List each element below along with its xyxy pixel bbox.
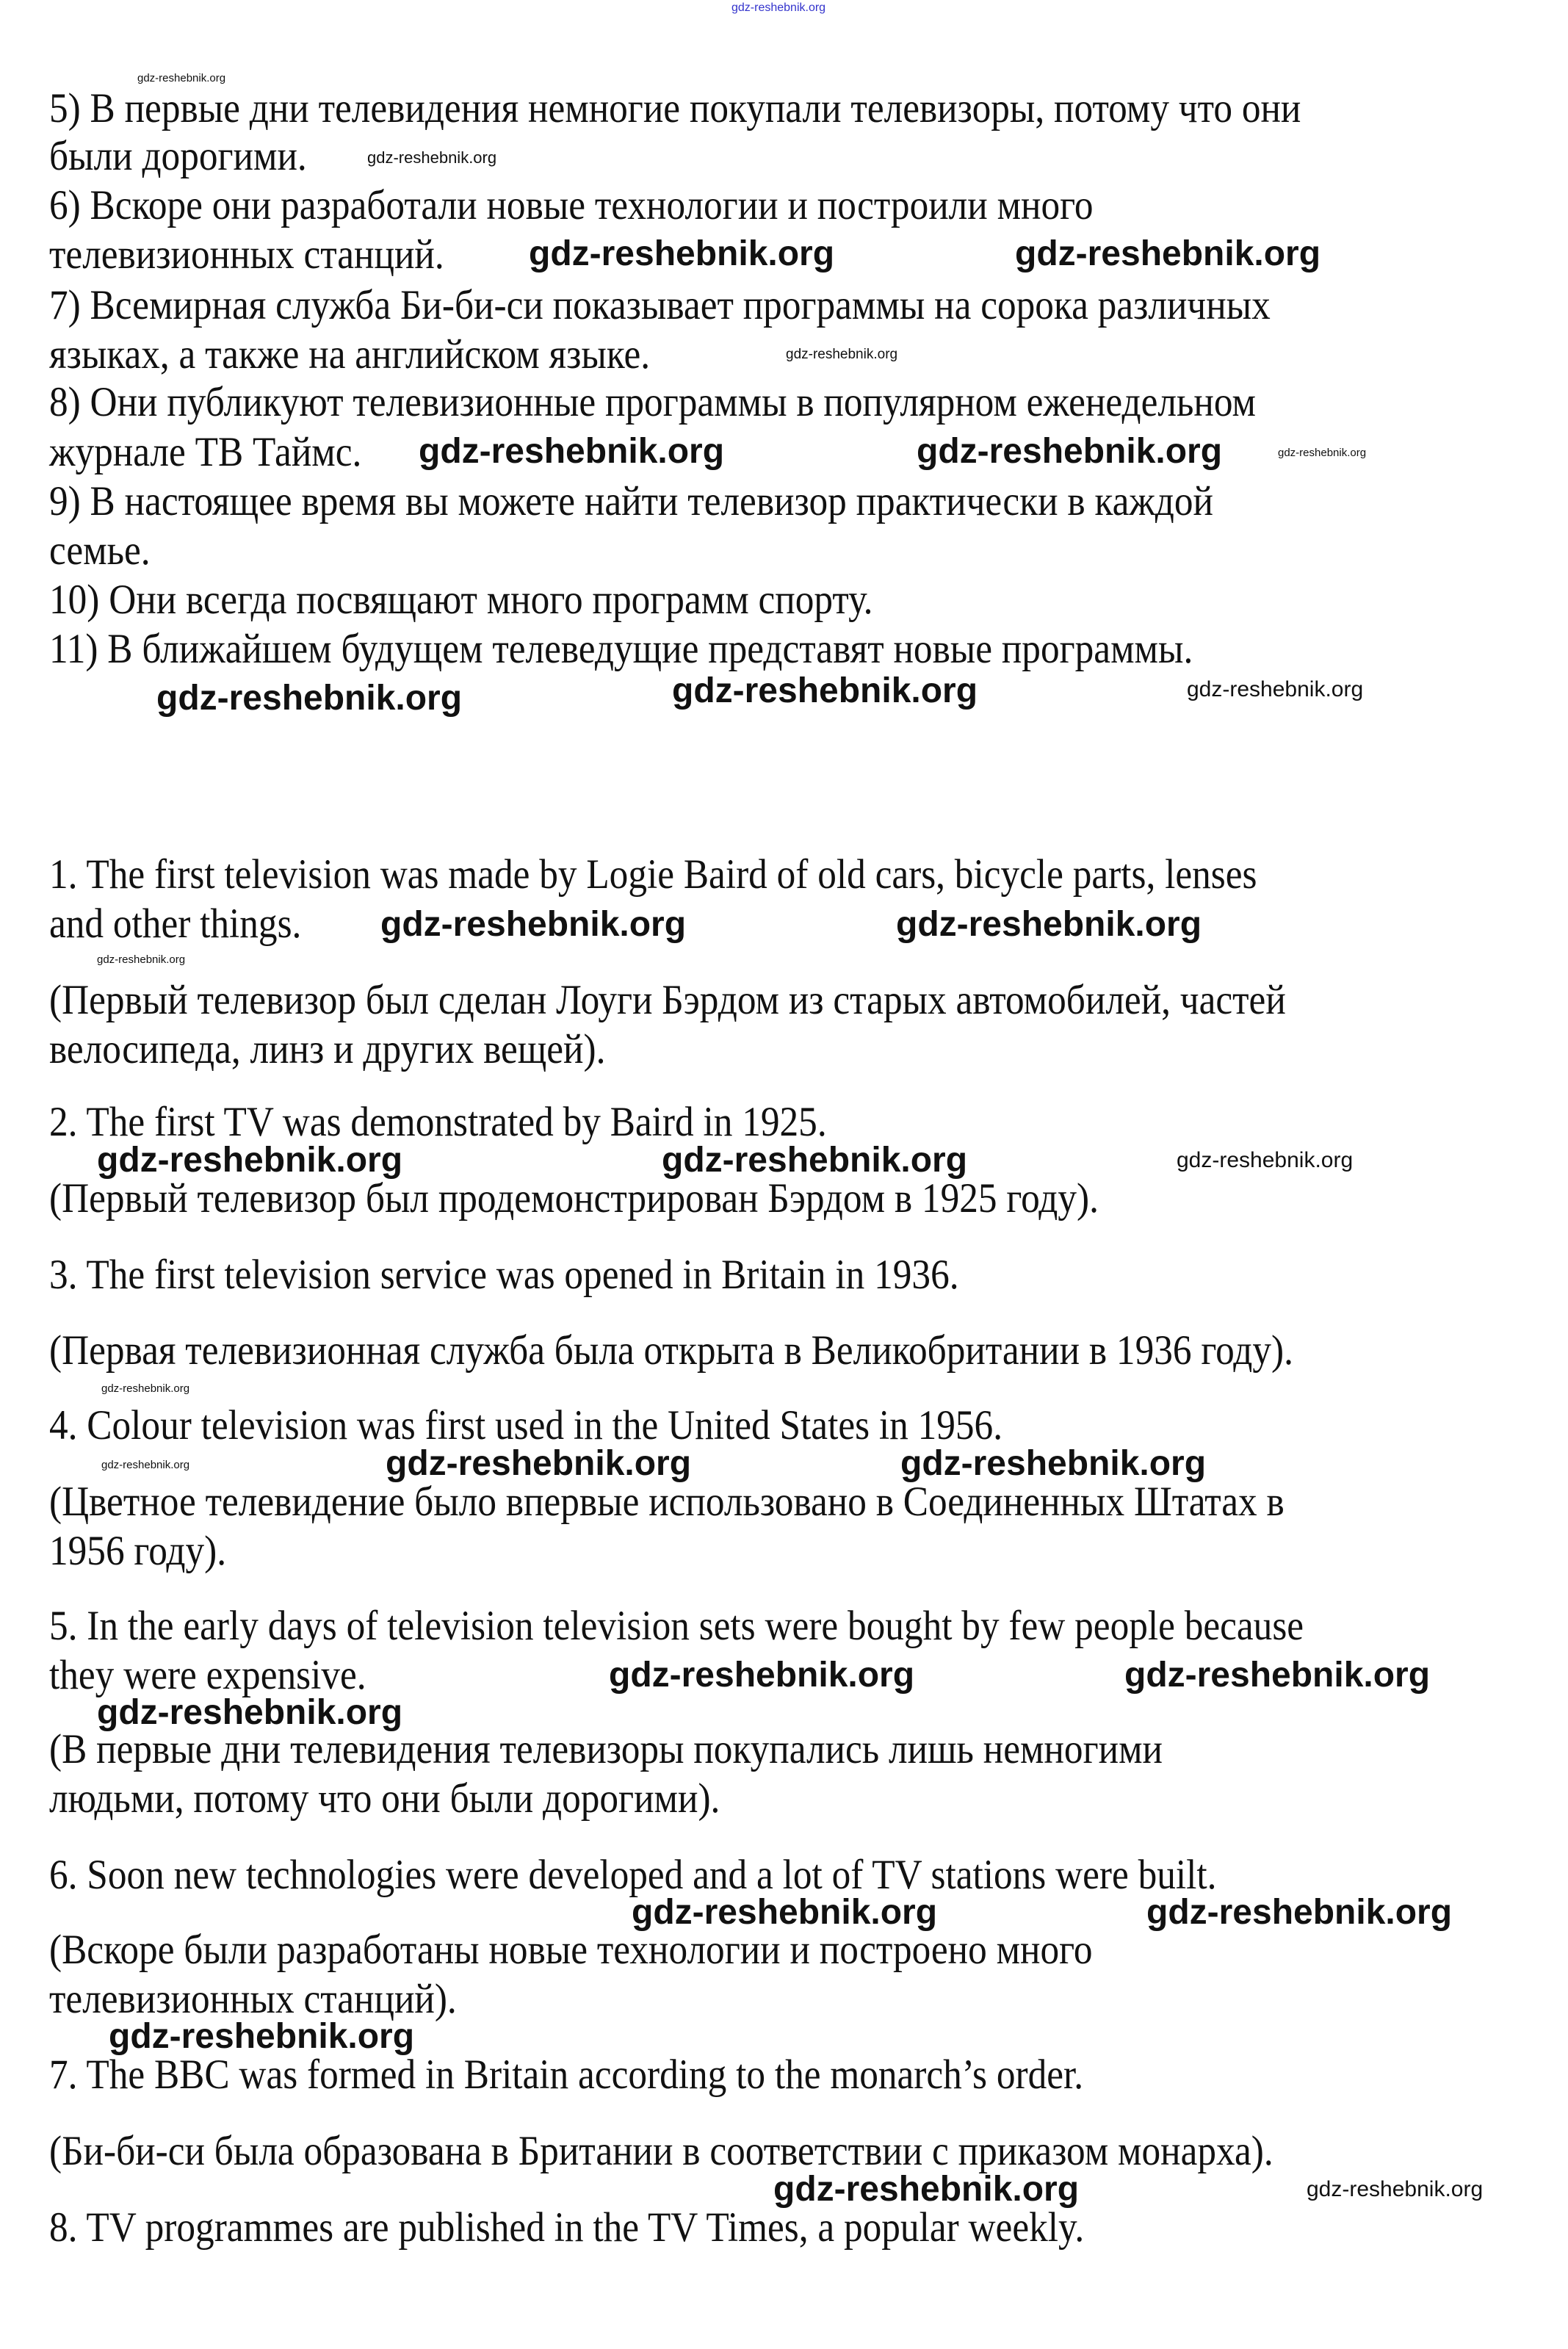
watermark: gdz-reshebnik.org [917,432,1223,471]
text-line: (В первые дни телевидения телевизоры покупались лишь немногими [49,1726,1163,1772]
text-line: журнале ТВ Таймс. [49,429,362,475]
watermark: gdz-reshebnik.org [156,679,463,718]
text-line: (Би-би-си была образована в Британии в соответствии с приказом монарха). [49,2128,1273,2174]
text-line: 5. In the early days of television television sets were bought by few people because [49,1603,1304,1649]
text-line: 3. The first television service was opened in Britain in 1936. [49,1252,959,1298]
text-line: they were expensive. [49,1652,366,1698]
header-watermark: gdz-reshebnik.org [731,1,826,14]
text-line: (Вскоре были разработаны новые технологии и построено много [49,1927,1093,1973]
text-line: 9) В настоящее время вы можете найти телевизор практически в каждой [49,478,1214,524]
text-line: 7) Всемирная служба Би-би-си показывает программы на сорока различных [49,282,1271,328]
watermark: gdz-reshebnik.org [1187,677,1364,701]
watermark: gdz-reshebnik.org [97,953,186,966]
text-line: (Первая телевизионная служба была открыта в Великобритании в 1936 году). [49,1327,1293,1374]
text-line: 8. TV programmes are published in the TV Times, a popular weekly. [49,2204,1085,2251]
text-line: 1. The first television was made by Logie Baird of old cars, bicycle parts, lenses [49,851,1257,898]
text-line: 2. The first TV was demonstrated by Baird in 1925. [49,1099,827,1145]
text-line: (Цветное телевидение было впервые использовано в Соединенных Штатах в [49,1479,1285,1525]
watermark: gdz-reshebnik.org [137,72,226,84]
text-line: (Первый телевизор был продемонстрирован Бэрдом в 1925 году). [49,1175,1099,1222]
text-line: 7. The BBC was formed in Britain according to the monarch’s order. [49,2052,1084,2098]
watermark: gdz-reshebnik.org [672,671,978,710]
watermark: gdz-reshebnik.org [1177,1148,1354,1172]
watermark: gdz-reshebnik.org [97,1141,403,1180]
watermark: gdz-reshebnik.org [1124,1656,1431,1695]
watermark: gdz-reshebnik.org [900,1444,1207,1483]
text-line: 1956 году). [49,1528,227,1574]
watermark: gdz-reshebnik.org [1278,447,1367,459]
text-line: 5) В первые дни телевидения немногие покупали телевизоры, потому что они [49,85,1301,131]
watermark: gdz-reshebnik.org [529,234,835,273]
watermark: gdz-reshebnik.org [773,2170,1080,2209]
watermark: gdz-reshebnik.org [662,1141,968,1180]
watermark: gdz-reshebnik.org [101,1382,190,1395]
text-line: языках, а также на английском языке. [49,331,651,378]
text-line: 4. Colour television was first used in the United States in 1956. [49,1402,1003,1448]
watermark: gdz-reshebnik.org [380,905,687,944]
watermark: gdz-reshebnik.org [1146,1893,1453,1932]
text-line: (Первый телевизор был сделан Лоуги Бэрдом из старых автомобилей, частей [49,977,1286,1023]
text-line: телевизионных станций). [49,1976,457,2022]
text-line: велосипеда, линз и других вещей). [49,1026,606,1072]
watermark: gdz-reshebnik.org [97,1693,403,1732]
watermark: gdz-reshebnik.org [367,148,497,167]
text-line: людьми, потому что они были дорогими). [49,1775,720,1822]
watermark: gdz-reshebnik.org [1015,234,1321,273]
text-line: 6) Вскоре они разработали новые технологии и построили много [49,182,1094,228]
text-line: семье. [49,527,151,574]
text-line: 11) В ближайшем будущем телеведущие представят новые программы. [49,626,1193,672]
text-line: and other things. [49,901,302,947]
text-line: 6. Soon new technologies were developed and a lot of TV stations were built. [49,1852,1217,1898]
watermark: gdz-reshebnik.org [609,1656,915,1695]
watermark: gdz-reshebnik.org [1307,2177,1484,2201]
watermark: gdz-reshebnik.org [101,1459,190,1471]
text-line: были дорогими. [49,133,307,179]
watermark: gdz-reshebnik.org [109,2017,415,2056]
watermark: gdz-reshebnik.org [786,347,898,362]
text-line: 10) Они всегда посвящают много программ спорту. [49,577,873,623]
text-line: телевизионных станций. [49,231,444,278]
watermark: gdz-reshebnik.org [896,905,1202,944]
watermark: gdz-reshebnik.org [386,1444,692,1483]
watermark: gdz-reshebnik.org [632,1893,938,1932]
text-line: 8) Они публикуют телевизионные программы в популярном еженедельном [49,379,1256,425]
watermark: gdz-reshebnik.org [419,432,725,471]
